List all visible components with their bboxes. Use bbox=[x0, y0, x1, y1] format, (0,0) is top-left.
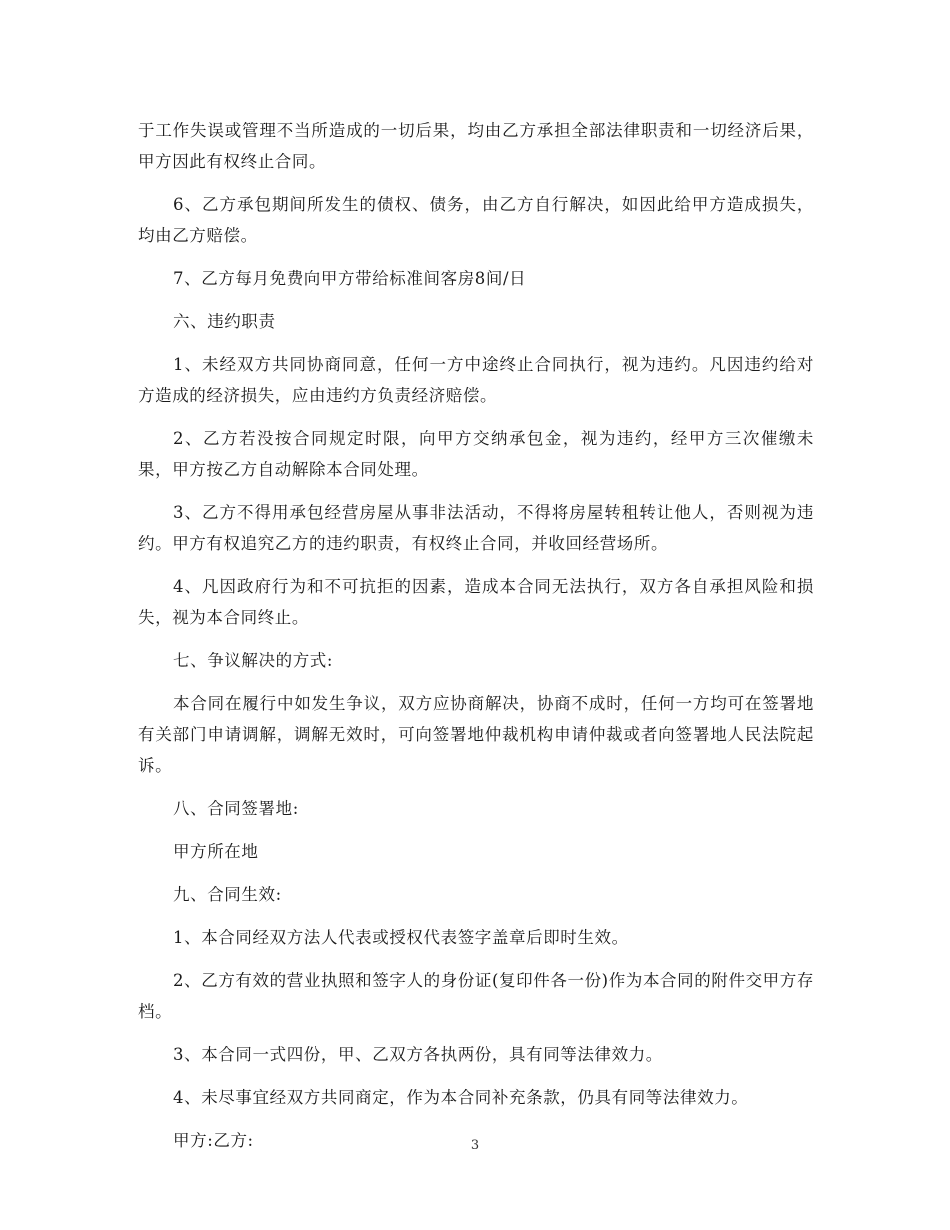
paragraph: 八、合同签署地: bbox=[173, 799, 299, 818]
paragraph: 2、乙方有效的营业执照和签字人的身份证(复印件各一份)作为本合同的附件交甲方存档。 bbox=[138, 971, 814, 1021]
paragraph: 7、乙方每月免费向甲方带给标准间客房8间/日 bbox=[173, 269, 527, 288]
paragraph: 3、本合同一式四份，甲、乙双方各执两份，具有同等法律效力。 bbox=[173, 1045, 663, 1064]
paragraph: 九、合同生效: bbox=[173, 885, 282, 904]
paragraph: 于工作失误或管理不当所造成的一切后果，均由乙方承担全部法律职责和一切经济后果，甲方因此有权终止合同。 bbox=[138, 121, 814, 171]
paragraph: 甲方:乙方: bbox=[173, 1131, 254, 1150]
paragraph: 甲方所在地 bbox=[173, 842, 259, 861]
paragraph: 六、违约职责 bbox=[173, 312, 276, 331]
page-number: 3 bbox=[470, 1138, 480, 1153]
paragraph: 2、乙方若没按合同规定时限，向甲方交纳承包金，视为违约，经甲方三次催缴未果，甲方按乙方自动解除本合同处理。 bbox=[138, 429, 814, 479]
paragraph: 本合同在履行中如发生争议，双方应协商解决，协商不成时，任何一方均可在签署地有关部门申请调解，调解无效时，可向签署地仲裁机构申请仲裁或者向签署地人民法院起诉。 bbox=[138, 694, 814, 775]
paragraph: 6、乙方承包期间所发生的债权、债务，由乙方自行解决，如因此给甲方造成损失，均由乙方赔偿。 bbox=[138, 195, 814, 245]
paragraph: 七、争议解决的方式: bbox=[173, 651, 334, 670]
paragraph: 1、未经双方共同协商同意，任何一方中途终止合同执行，视为违约。凡因违约给对方造成的经济损失，应由违约方负责经济赔偿。 bbox=[138, 355, 814, 405]
document-body bbox=[138, 115, 814, 1168]
paragraph: 1、本合同经双方法人代表或授权代表签字盖章后即时生效。 bbox=[173, 928, 629, 947]
paragraph: 4、凡因政府行为和不可抗拒的因素，造成本合同无法执行，双方各自承担风险和损失，视为本合同终止。 bbox=[138, 577, 814, 627]
paragraph: 3、乙方不得用承包经营房屋从事非法活动，不得将房屋转租转让他人，否则视为违约。甲方有权追究乙方的违约职责，有权终止合同，并收回经营场所。 bbox=[138, 503, 814, 553]
paragraph: 4、未尽事宜经双方共同商定，作为本合同补充条款，仍具有同等法律效力。 bbox=[173, 1088, 749, 1107]
